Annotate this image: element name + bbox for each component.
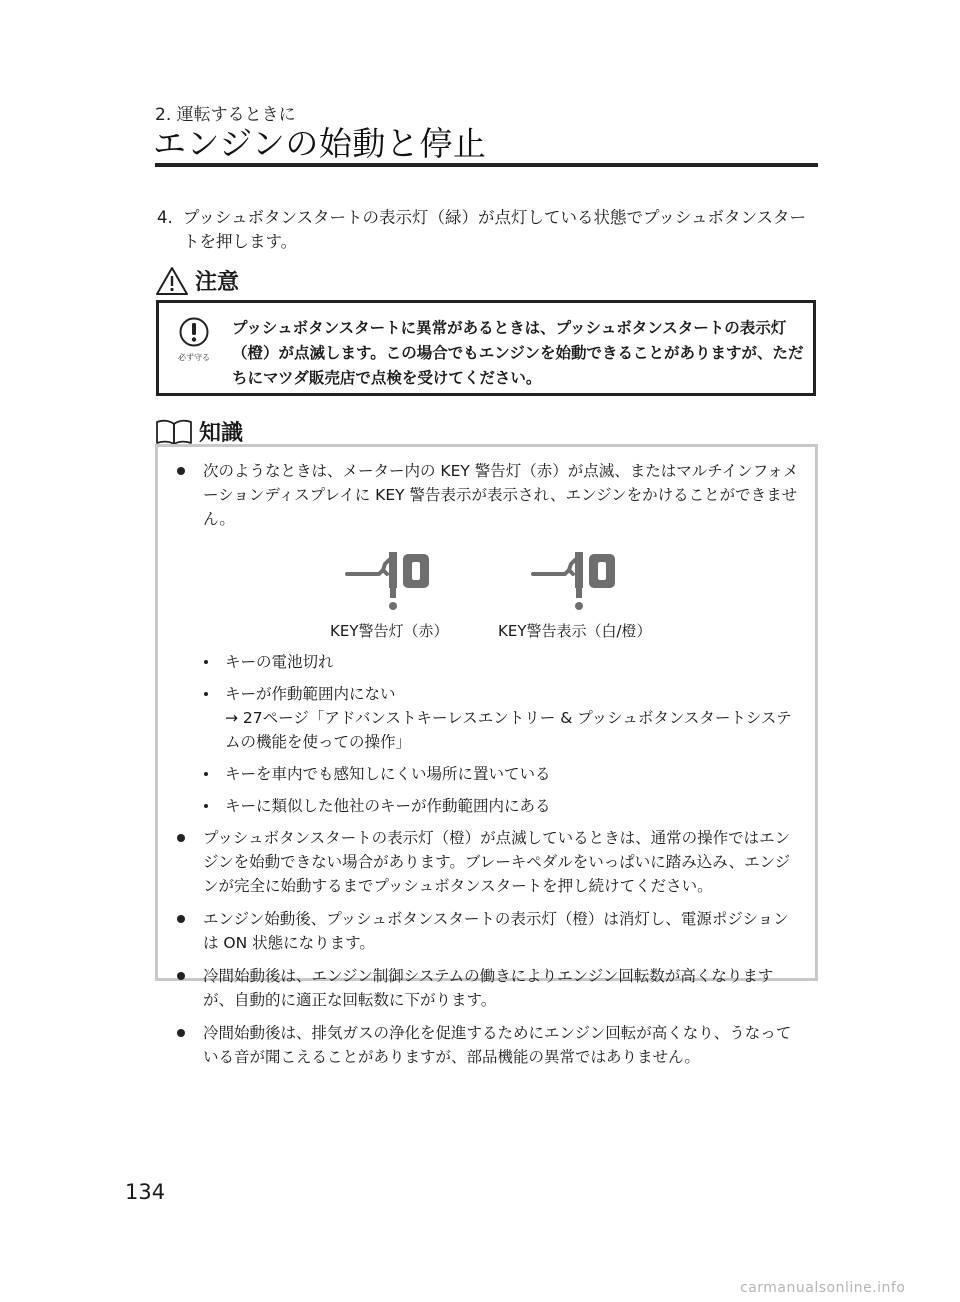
- caution-label: 注意: [195, 270, 240, 295]
- must-follow-caption: 必ず守る: [178, 353, 210, 362]
- knowledge-bullet-5: 冷間始動後は、排気ガスの浄化を促進するためにエンジン回転が高くなり、うなっている音が聞こえることがありますが、部品機能の異常ではありません。: [172, 1021, 802, 1069]
- caution-box: [156, 300, 816, 396]
- exclamation-circle-icon: [179, 317, 209, 347]
- watermark: carmanualsonline.info: [740, 1280, 906, 1296]
- must-follow-badge: [174, 317, 214, 363]
- page-reference-link[interactable]: → 27ページ「アドバンストキーレスエントリー & プッシュボタンスタートシステムの機能を使っての操作」: [225, 709, 792, 751]
- key-warning-display-figure: [498, 540, 652, 643]
- key-warning-figures: [172, 540, 802, 644]
- sub-item-1: キーの電池切れ: [172, 650, 802, 674]
- sub-item-2-text: キーが作動範囲内にない: [225, 685, 396, 703]
- breadcrumb: 2. 運転するときに: [155, 105, 296, 125]
- step-text: プッシュボタンスタートの表示灯（緑）が点灯している状態でプッシュボタンスタートを押します。: [183, 208, 807, 251]
- warning-triangle-icon: [155, 266, 189, 296]
- key-warning-display-caption: KEY警告表示（白/橙）: [498, 622, 652, 640]
- key-warning-light-figure: [330, 540, 448, 643]
- open-book-icon: [155, 418, 193, 446]
- sub-item-4: キーに類似した他社のキーが作動範囲内にある: [172, 794, 802, 818]
- title-rule: [155, 163, 818, 167]
- knowledge-bullet-2: プッシュボタンスタートの表示灯（橙）が点滅しているときは、通常の操作ではエンジンを始動できない場合があります。ブレーキペダルをいっぱいに踏み込み、エンジンが完全に始動するまでプッシュボタンスタートを押し続けてください。: [172, 826, 802, 898]
- knowledge-box: [155, 444, 818, 1066]
- knowledge-bullet-4: 冷間始動後は、エンジン制御システムの働きによりエンジン回転数が高くなりますが、自動的に適正な回転数に下がります。: [172, 964, 802, 1012]
- knowledge-label: 知識: [199, 421, 244, 446]
- knowledge-heading: [155, 416, 243, 447]
- knowledge-bullet-1: 次のようなときは、メーター内の KEY 警告灯（赤）が点滅、またはマルチインフォメーションディスプレイに KEY 警告表示が表示され、エンジンをかけることができません。: [172, 459, 802, 531]
- step-number: 4.: [157, 208, 173, 227]
- key-warning-icon: [527, 540, 623, 612]
- knowledge-bullet-3: エンジン始動後、プッシュボタンスタートの表示灯（橙）は消灯し、電源ポジションは ON 状態になります。: [172, 907, 802, 955]
- sub-item-3: キーを車内でも感知しにくい場所に置いている: [172, 762, 802, 786]
- page-number: 134: [125, 1180, 166, 1204]
- page-title: エンジンの始動と停止: [153, 124, 487, 163]
- key-warning-icon: [341, 540, 437, 612]
- step-4: [157, 206, 821, 254]
- caution-text: プッシュボタンスタートに異常があるときは、プッシュボタンスタートの表示灯（橙）が点滅します。この場合でもエンジンを始動できることがありますが、ただちにマツダ販売店で点検を受けてください。: [232, 319, 804, 387]
- sub-item-2: [172, 682, 802, 754]
- key-warning-light-caption: KEY警告灯（赤）: [330, 622, 449, 640]
- caution-heading: [155, 265, 239, 296]
